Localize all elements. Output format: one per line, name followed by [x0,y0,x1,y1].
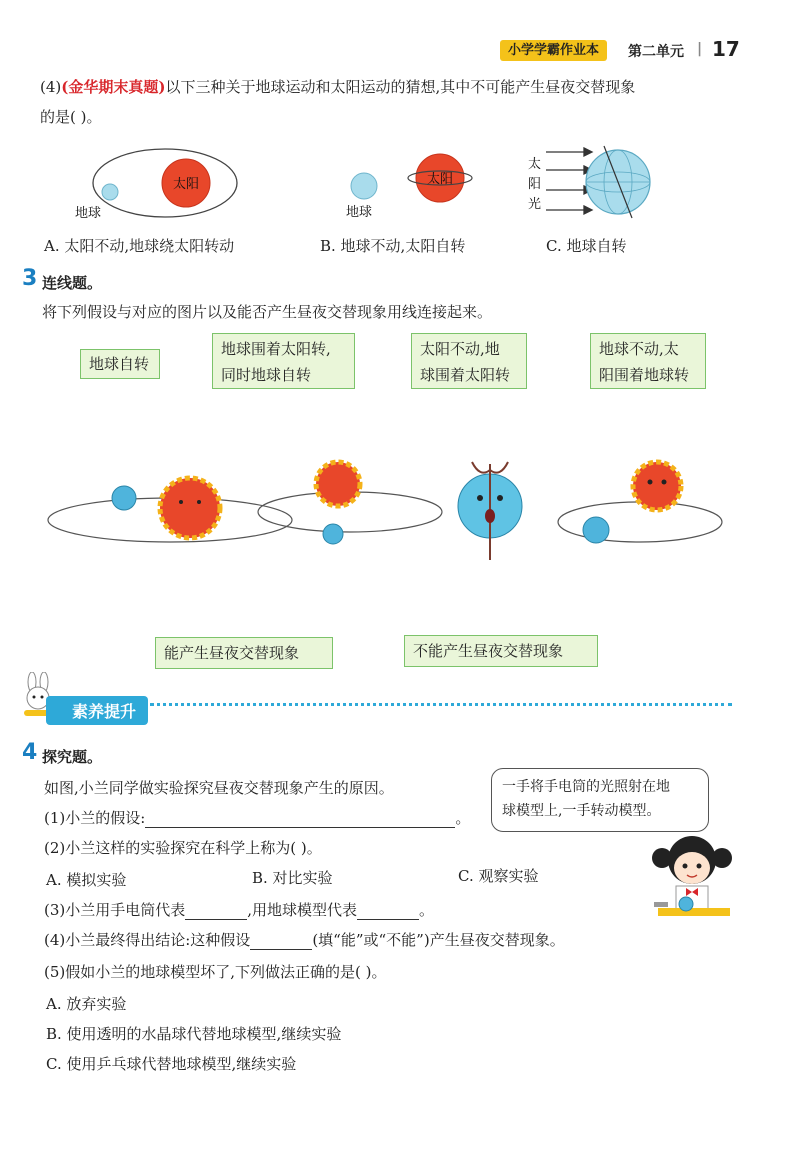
q4-3-blank-1[interactable] [185,905,247,920]
q4-5-line: (5)假如小兰的地球模型坏了,下列做法正确的是( )。 [44,963,387,981]
earth-circle [102,184,118,200]
section-4-number: 4 [22,740,38,765]
q4-2-option-a[interactable]: A. 模拟实验 [46,871,127,889]
section-banner: 素养提升 [46,696,148,725]
earth-label: 地球 [346,205,373,220]
page-header [500,39,607,58]
q4-3-line: (3)小兰用手电筒代表 ,用地球模型代表 。 [44,901,435,919]
q4-option-a[interactable]: A. 太阳不动,地球绕太阳转动 [44,237,235,255]
hypothesis-card-1[interactable]: 地球自转 [80,349,160,379]
sunlight-arrows [546,148,592,214]
section-4-title: 探究题。 [42,748,103,766]
girl-illustration [640,830,740,925]
result-card-no[interactable]: 不能产生昼夜交替现象 [404,635,598,667]
unit-label: 第二单元 [628,44,684,60]
q4-option-c[interactable]: C. 地球自转 [546,237,627,255]
section-3-instruction: 将下列假设与对应的图片以及能否产生昼夜交替现象用线连接起来。 [42,303,493,321]
header-divider: | [697,41,703,57]
q4-5-option-c[interactable]: C. 使用乒乓球代替地球模型,继续实验 [46,1055,297,1073]
sunlight-char-3: 光 [528,197,542,212]
scene-4 [558,462,722,543]
q4-2-line: (2)小兰这样的实验探究在科学上称为( )。 [44,839,322,857]
sunlight-char-1: 太 [528,157,542,172]
diagram-b [340,148,480,228]
scene-3 [458,462,522,560]
q4-source-tag: (金华期末真题) [61,78,166,96]
scene-1 [48,478,292,542]
q4-line1 [40,77,635,97]
section-4-intro: 如图,小兰同学做实验探究昼夜交替现象产生的原因。 [44,779,394,797]
hypothesis-card-3[interactable]: 太阳不动,地 球围着太阳转 [411,333,527,389]
q4-2-option-c[interactable]: C. 观察实验 [458,867,539,885]
speech-bubble: 一手将手电筒的光照射在地 球模型上,一手转动模型。 [491,768,709,832]
hypothesis-card-2[interactable]: 地球围着太阳转, 同时地球自转 [212,333,355,389]
q4-line2: 的是( )。 [40,108,102,126]
q4-number: (4) [40,78,62,96]
cartoon-scenes [40,450,760,570]
sun-label: 太阳 [426,172,454,187]
q4-option-b[interactable]: B. 地球不动,太阳自转 [320,237,466,255]
q4-4-line: (4)小兰最终得出结论:这种假设 (填“能”或“不能”)产生昼夜交替现象。 [44,931,565,949]
section-3-number: 3 [22,266,38,291]
diagram-a [70,138,240,228]
q4-text: 以下三种关于地球运动和太阳运动的猜想,其中不可能产生昼夜交替现象 [165,78,636,96]
section-3-title: 连线题。 [42,274,103,292]
page-number: 17 [712,37,740,61]
q4-1-line: (1)小兰的假设: 。 [44,809,471,827]
diagram-c [520,138,660,228]
earth-label: 地球 [75,206,102,221]
sunlight-char-2: 阳 [528,177,542,192]
scene-2 [258,462,442,544]
q4-5-option-a[interactable]: A. 放弃实验 [46,995,127,1013]
q4-3-blank-2[interactable] [357,905,419,920]
q4-5-option-b[interactable]: B. 使用透明的水晶球代替地球模型,继续实验 [46,1025,342,1043]
book-title: 小学学霸作业本 [500,40,607,61]
sun-label: 太阳 [172,177,200,192]
q4-1-blank[interactable] [145,813,455,828]
q4-2-option-b[interactable]: B. 对比实验 [252,869,333,887]
earth-circle [351,173,377,199]
banner-dotted-line [150,703,732,706]
hypothesis-card-4[interactable]: 地球不动,太 阳围着地球转 [590,333,706,389]
q4-4-blank[interactable] [250,935,312,950]
result-card-yes[interactable]: 能产生昼夜交替现象 [155,637,333,669]
